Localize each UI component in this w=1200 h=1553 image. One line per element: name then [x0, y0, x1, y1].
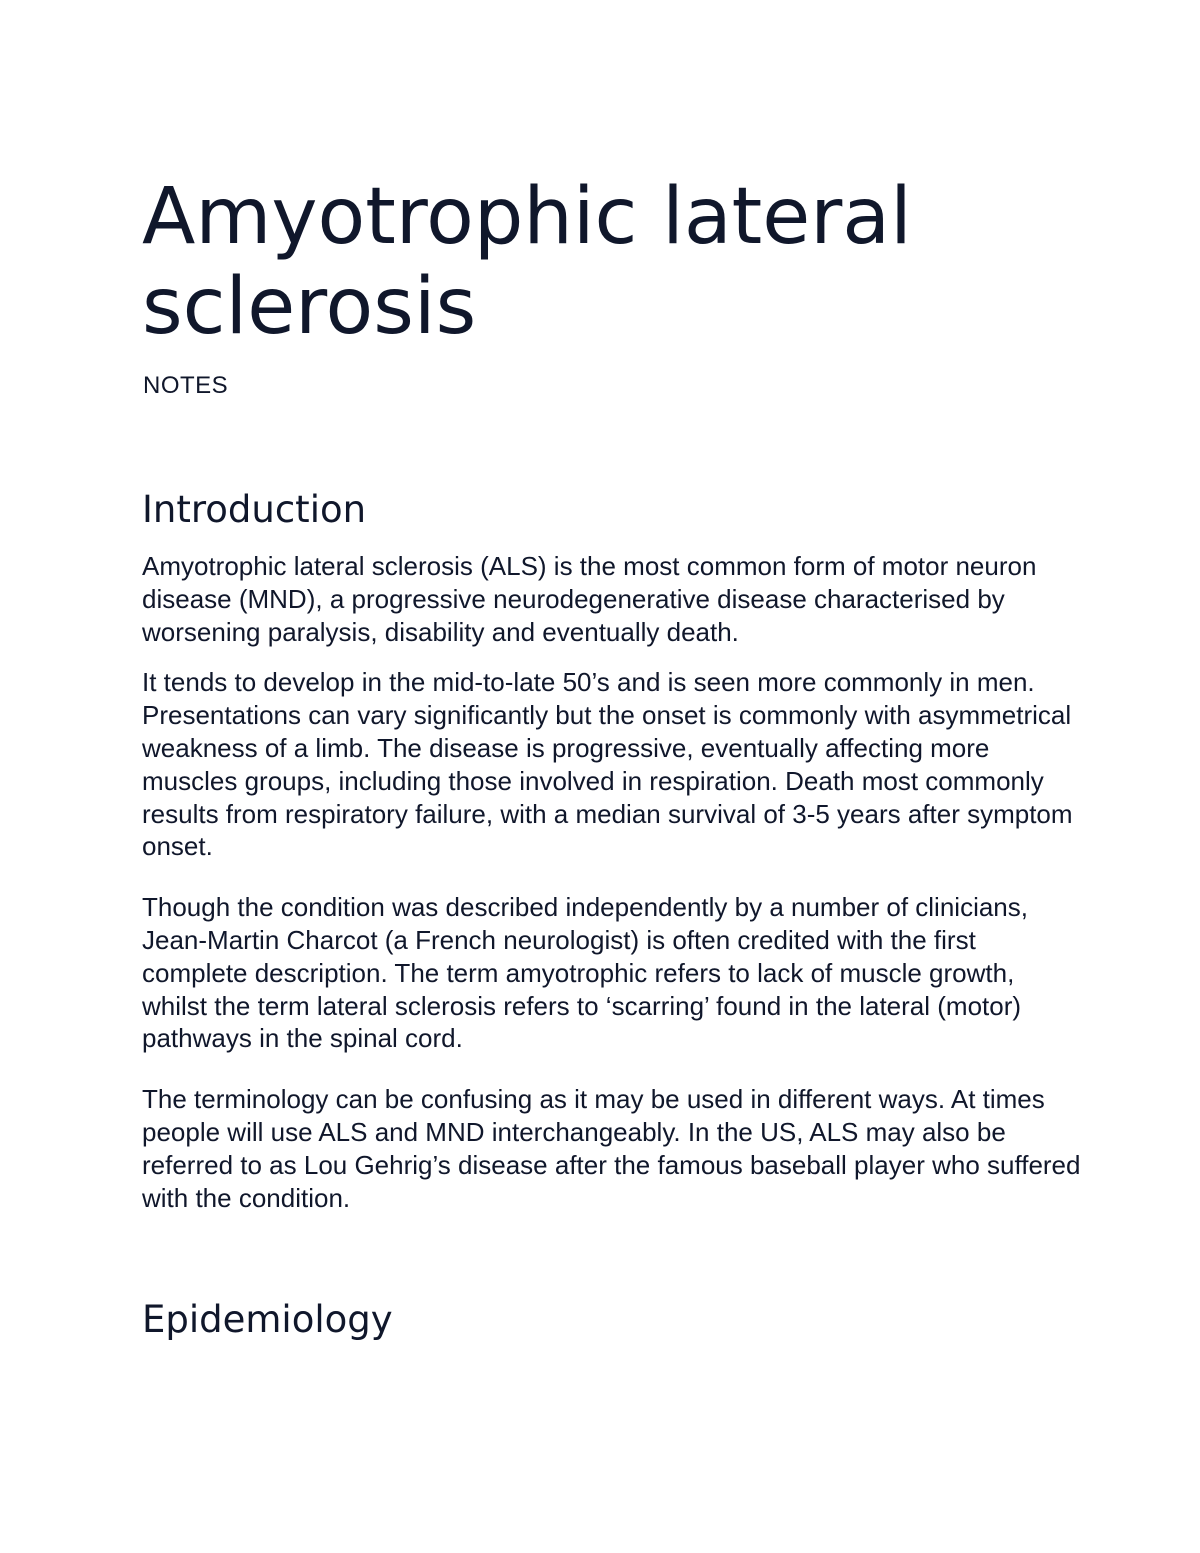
document-body [142, 172, 1082, 1342]
introduction-paragraph-3: Though the condition was described independently by a number of clinicians, Jean-Martin Charcot (a French neurologist) is often credited with the first complete description. The term amyotrophic refers to lack of muscle growth, whilst the term lateral sclerosis refers to ‘scarring’ found in the lateral (motor) pathways in the spinal cord. [142, 892, 1028, 1054]
epidemiology-heading: Epidemiology [142, 1298, 393, 1342]
introduction-heading: Introduction [142, 488, 367, 531]
introduction-paragraph-2: It tends to develop in the mid-to-late 50’s and is seen more commonly in men. Presentations can vary significantly but the onset is commonly with asymmetrical weakness of a limb. The disease is progressive, eventually affecting more muscles groups, including those involved in respiration. Death most commonly results from respiratory failure, with a median survival of 3-5 years after symptom onset. [142, 667, 1073, 862]
document-title: Amyotrophic lateral sclerosis [142, 172, 912, 352]
introduction-paragraph-4: The terminology can be confusing as it may be used in different ways. At times people will use ALS and MND interchangeably. In the US, ALS may also be referred to as Lou Gehrig’s disease after the famous baseball player who suffered with the condition. [142, 1084, 1081, 1213]
introduction-paragraph-1: Amyotrophic lateral sclerosis (ALS) is the most common form of motor neuron disease (MND), a progressive neurodegenerative disease characterised by worsening paralysis, disability and eventually death. [142, 551, 1037, 647]
document-subtitle: NOTES [143, 372, 229, 399]
